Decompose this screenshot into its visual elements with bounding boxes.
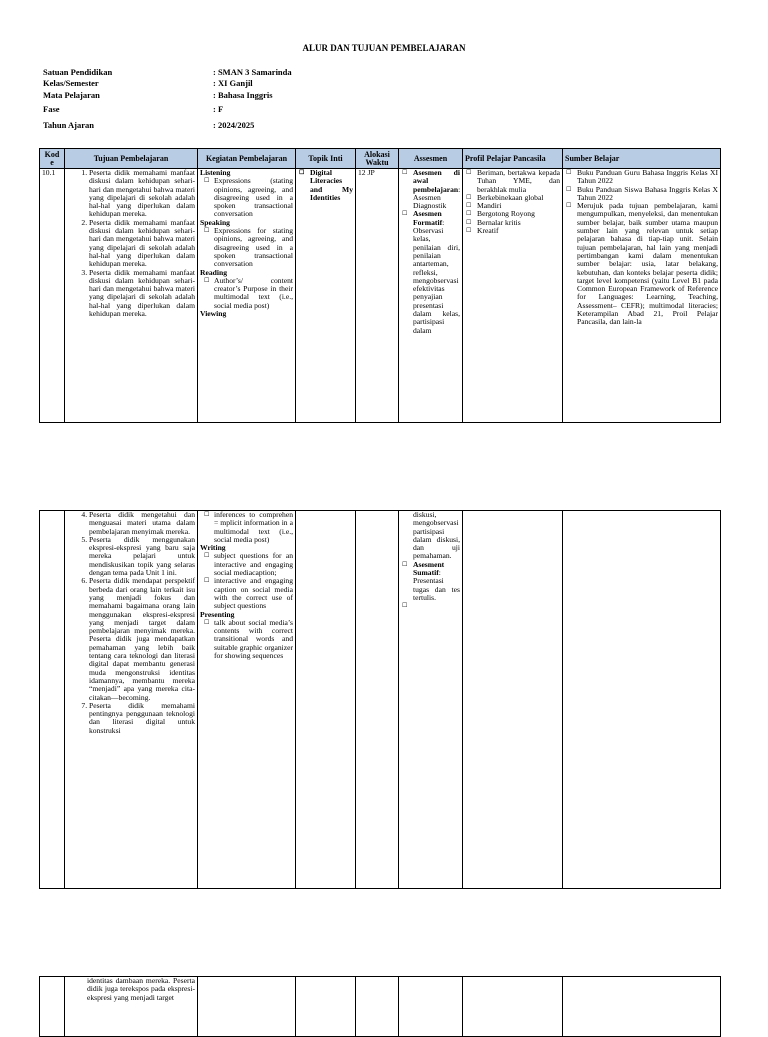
header-sumber: Sumber Belajar — [563, 149, 721, 169]
tujuan-item: 7. Peserta didik memahami pentingnya penggunaan teknologi dan literasi digital untuk konstruksi — [89, 702, 195, 735]
topik-cell — [296, 511, 356, 889]
meta-value: : F — [213, 104, 224, 114]
alokasi-cell: 12 JP — [356, 169, 399, 423]
profil-item: ☐ Mandiri — [477, 202, 560, 210]
tujuan-item-continued: identitas dambaan mereka. Peserta didik juga terekspos pada ekspresi-ekspresi yang menjadi target — [87, 976, 195, 1002]
profil-cell — [463, 977, 563, 1037]
topik-cell — [296, 169, 356, 423]
kegiatan-item: ☐ Author’s/ content creator’s Purpose in their multimodal text (i.e., social media post) — [214, 277, 293, 310]
kode-cell: 10.1 — [40, 169, 65, 423]
assesmen-item: ☐ Asesmen Formatif: Observasi kelas, penilaian diri, penilaian antarteman, refleksi, mengobservasi efektivitas penyajian presentasi dalam kelas, partisipasi dalam — [413, 210, 460, 334]
assesmen-formatif-continued: diskusi, mengobservasi partisipasi dalam diskusi, dan uji pemahaman. — [413, 510, 460, 561]
kode-cell — [40, 977, 65, 1037]
assesmen-item: ☐ Asesment Sumatif: Presentasi tugas dan tes tertulis. — [413, 561, 460, 602]
document-meta — [43, 67, 292, 136]
kegiatan-heading: Viewing — [200, 309, 227, 319]
kegiatan-cell — [198, 169, 296, 423]
profil-item: ☐ Bernalar kritis — [477, 219, 560, 227]
kegiatan-item: ☐ Expressions for stating opinions, agreeing, and disagreeing used in a spoken transactional conversation — [214, 227, 293, 268]
tujuan-cell — [65, 977, 198, 1037]
assesmen-formatif-text: Observasi kelas, penilaian diri, penilaian antarteman, refleksi, mengobservasi efektivitas penyajian presentasi dalam kelas, partisipasi dalam — [413, 226, 460, 335]
tujuan-item: 1. Peserta didik memahami manfaat diskusi dalam kehidupan sehari-hari dan mengetahui bahwa materi yang dipelajari di sekolah adalah hal-hal yang diperlukan dalam kehidupan mereka. — [89, 169, 195, 219]
assesmen-cell — [399, 977, 463, 1037]
header-alokasi: Alokasi Waktu — [356, 149, 399, 169]
topik-cell — [296, 977, 356, 1037]
header-topik: Topik Inti — [296, 149, 356, 169]
sumber-cell — [563, 169, 721, 423]
table-row — [40, 511, 721, 889]
table-header-row — [40, 149, 721, 169]
sumber-item: ☐ Buku Panduan Guru Bahasa Inggris Kelas XI Tahun 2022 — [577, 169, 718, 186]
kegiatan-heading: Reading — [200, 267, 228, 277]
learning-table-continued — [39, 510, 721, 889]
kegiatan-item: ☐ inferences to comprehen = mplicit information in a multimodal text (i.e., social media post) — [214, 511, 293, 544]
alokasi-cell — [356, 977, 399, 1037]
tujuan-item: 6. Peserta didik mendapat perspektif berbeda dari orang lain terkait isu yang menjadi fokus dan memahami bagaimana orang lain menggunakan ekspresi-ekspresi yang menjadi target dalam pembelajaran menyimak mereka. Peserta didik juga mendapatkan pemahaman yang lebih baik tentang cara teknologi dan literasi digital dapat membantu generasi muda mengonstruksi identitas idamannya, membantu mereka “menjadi” apa yang mereka cita-citakan—becoming. — [89, 577, 195, 701]
meta-key: Satuan Pendidikan — [43, 67, 113, 77]
assesmen-cell — [399, 169, 463, 423]
assesmen-cell — [399, 511, 463, 889]
tujuan-item: 4. Peserta didik mengetahui dan menguasai materi utama dalam pembelajaran menyimak mereka. — [89, 511, 195, 536]
meta-key: Kelas/Semester — [43, 78, 99, 88]
meta-value: : Bahasa Inggris — [213, 90, 273, 100]
alokasi-cell — [356, 511, 399, 889]
meta-value: : SMAN 3 Samarinda — [213, 67, 292, 77]
tujuan-item: 3. Peserta didik memahami manfaat diskusi dalam kehidupan sehari-hari dan mengetahui bahwa materi yang dipelajari di sekolah adalah hal-hal yang diperlukan dalam kehidupan mereka. — [89, 269, 195, 319]
meta-key: Fase — [43, 104, 60, 114]
kegiatan-cell — [198, 977, 296, 1037]
kegiatan-cell — [198, 511, 296, 889]
header-profil: Profil Pelajar Pancasila — [463, 149, 563, 169]
tujuan-item: 2. Peserta didik memahami manfaat diskusi dalam kehidupan sehari-hari dan mengetahui bahwa materi yang dipelajari di sekolah adalah hal-hal yang diperlukan dalam kehidupan mereka. — [89, 219, 195, 269]
profil-cell — [463, 511, 563, 889]
kegiatan-item: ☐ Expressions (stating opinions, agreeing, and disagreeing used in a spoken transactional conversation — [214, 177, 293, 218]
assesmen-awal-label: Asesmen di awal pembelajaran — [413, 168, 460, 194]
profil-item: ☐ Beriman, bertakwa kepada Tuhan YME, dan berakhlak mulia — [477, 169, 560, 194]
meta-key: Mata Pelajaran — [43, 90, 100, 100]
assesmen-sumatif-label: Asesment Sumatif — [413, 559, 445, 578]
kegiatan-item: ☐ subject questions for an interactive and engaging social mediacaption; — [214, 552, 293, 577]
header-kode: Kod e — [40, 149, 65, 169]
learning-table — [39, 148, 721, 423]
table-row — [40, 169, 721, 423]
profil-cell — [463, 169, 563, 423]
header-assesmen: Assesmen — [399, 149, 463, 169]
meta-value: : XI Ganjil — [213, 78, 253, 88]
meta-value: : 2024/2025 — [213, 120, 255, 130]
assesmen-awal-text: Asesmen Diagnostik — [413, 192, 447, 211]
topik-item: ☐ Digital Literacies and My Identities — [310, 169, 353, 202]
kegiatan-heading: Speaking — [200, 217, 230, 227]
sumber-cell — [563, 511, 721, 889]
kegiatan-heading: Listening — [200, 168, 231, 177]
learning-table-continued-2 — [39, 976, 721, 1037]
kegiatan-item: ☐ interactive and engaging caption on social media with the correct use of subject questions — [214, 577, 293, 610]
document-title: ALUR DAN TUJUAN PEMBELAJARAN — [302, 43, 466, 53]
tujuan-item: 5. Peserta didik menggunakan ekspresi-ekspresi yang baru saja mereka pelajari untuk mendiskusikan topik yang selaras dengan tema pada Unit 1 ini. — [89, 536, 195, 577]
sumber-item: ☐ Merujuk pada tujuan pembelajaran, kami mengumpulkan, menyeleksi, dan menentukan sumber belajar, baik sumber utama maupun sumber lain yang relevan untuk setiap pelajaran bahasa di tiap-tiap unit. Selain tujuan pembelajaran, hal lain yang menjadi pertimbangan kami dalam menentukan sumber belajar: usia, latar belakang, kebutuhan, dan konteks belajar peserta didik; target level kompetensi (yaitu Level B1 pada Common European Framework of Reference for Languages: Learning, Teaching, Assessment– CEFR); multimodal literacies; Keterampilan Abad 21, Proil Pelajar Pancasila, dan lain-la — [577, 202, 718, 326]
table-row — [40, 977, 721, 1037]
kode-cell — [40, 511, 65, 889]
header-kegiatan: Kegiatan Pembelajaran — [198, 149, 296, 169]
kegiatan-item: ☐ talk about social media’s contents with correct transitional words and suitable graphic organizer for showing sequences — [214, 619, 293, 660]
kegiatan-heading: Presenting — [200, 609, 235, 619]
assesmen-sumatif-text: Presentasi tugas dan tes tertulis. — [413, 576, 460, 602]
header-tujuan: Tujuan Pembelajaran — [65, 149, 198, 169]
tujuan-cell — [65, 511, 198, 889]
sumber-item: ☐ Buku Panduan Siswa Bahasa Inggris Kelas X Tahun 2022 — [577, 186, 718, 203]
profil-item: ☐ Kreatif — [477, 227, 560, 235]
kegiatan-heading: Writing — [200, 543, 226, 553]
profil-item: ☐ Berkebinekaan global — [477, 194, 560, 202]
sumber-cell — [563, 977, 721, 1037]
assesmen-formatif-label: Asesmen Formatif — [413, 209, 443, 227]
tujuan-cell — [65, 169, 198, 423]
profil-item: ☐ Bergotong Royong — [477, 210, 560, 218]
assesmen-item: ☐ Asesmen di awal pembelajaran: Asesmen Diagnostik — [413, 169, 460, 210]
meta-key: Tahun Ajaran — [43, 120, 94, 130]
